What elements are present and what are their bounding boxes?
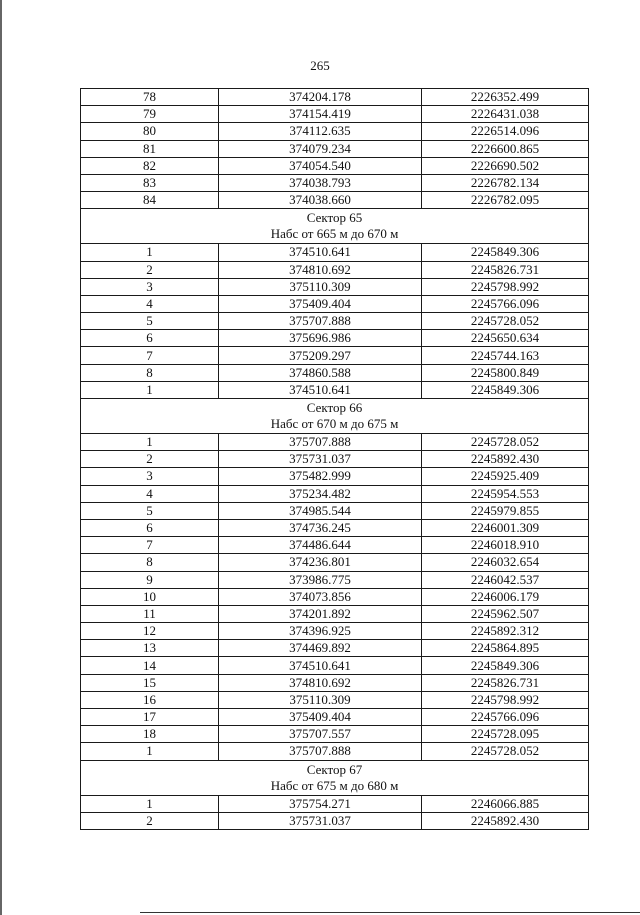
point-number-cell: 81 — [81, 140, 219, 157]
table-row — [81, 554, 589, 571]
x-coordinate-cell: 374073.856 — [219, 588, 422, 605]
table-row — [81, 726, 589, 743]
table-row — [81, 106, 589, 123]
y-coordinate-cell: 2245979.855 — [422, 502, 589, 519]
table-row — [81, 502, 589, 519]
x-coordinate-cell: 375707.888 — [219, 313, 422, 330]
table-row — [81, 588, 589, 605]
y-coordinate-cell: 2226600.865 — [422, 140, 589, 157]
x-coordinate-cell: 374038.793 — [219, 174, 422, 191]
x-coordinate-cell: 375707.888 — [219, 434, 422, 451]
coordinates-table — [80, 88, 589, 830]
x-coordinate-cell: 374510.641 — [219, 381, 422, 398]
x-coordinate-cell: 374079.234 — [219, 140, 422, 157]
scan-edge — [0, 0, 2, 915]
point-number-cell: 5 — [81, 502, 219, 519]
y-coordinate-cell: 2245954.553 — [422, 485, 589, 502]
y-coordinate-cell: 2226352.499 — [422, 89, 589, 106]
point-number-cell: 5 — [81, 313, 219, 330]
point-number-cell: 83 — [81, 174, 219, 191]
x-coordinate-cell: 375482.999 — [219, 468, 422, 485]
sector-header — [81, 399, 589, 434]
y-coordinate-cell: 2245650.634 — [422, 330, 589, 347]
x-coordinate-cell: 375209.297 — [219, 347, 422, 364]
point-number-cell: 12 — [81, 623, 219, 640]
y-coordinate-cell: 2245962.507 — [422, 605, 589, 622]
table-row — [81, 157, 589, 174]
y-coordinate-cell: 2246006.179 — [422, 588, 589, 605]
x-coordinate-cell: 374510.641 — [219, 244, 422, 261]
table-row — [81, 364, 589, 381]
x-coordinate-cell: 375731.037 — [219, 451, 422, 468]
point-number-cell: 2 — [81, 451, 219, 468]
y-coordinate-cell: 2245728.095 — [422, 726, 589, 743]
y-coordinate-cell: 2245849.306 — [422, 381, 589, 398]
table-row — [81, 347, 589, 364]
table-row — [81, 657, 589, 674]
table-row — [81, 623, 589, 640]
scan-bottom-edge — [140, 912, 640, 913]
table-row — [81, 244, 589, 261]
sector-height-range: Набс от 665 м до 670 м — [270, 226, 399, 242]
x-coordinate-cell: 374810.692 — [219, 261, 422, 278]
y-coordinate-cell: 2245892.430 — [422, 812, 589, 829]
sector-header-row — [81, 399, 589, 434]
x-coordinate-cell: 374038.660 — [219, 192, 422, 209]
x-coordinate-cell: 374054.540 — [219, 157, 422, 174]
point-number-cell: 84 — [81, 192, 219, 209]
x-coordinate-cell: 375409.404 — [219, 709, 422, 726]
table-row — [81, 123, 589, 140]
table-row — [81, 451, 589, 468]
x-coordinate-cell: 375234.482 — [219, 485, 422, 502]
sector-height-range: Набс от 675 м до 680 м — [270, 777, 399, 793]
x-coordinate-cell: 374860.588 — [219, 364, 422, 381]
x-coordinate-cell: 374236.801 — [219, 554, 422, 571]
x-coordinate-cell: 375696.986 — [219, 330, 422, 347]
table-row — [81, 691, 589, 708]
x-coordinate-cell: 374154.419 — [219, 106, 422, 123]
y-coordinate-cell: 2245864.895 — [422, 640, 589, 657]
coordinates-table-body — [81, 89, 589, 830]
point-number-cell: 1 — [81, 795, 219, 812]
point-number-cell: 8 — [81, 364, 219, 381]
sector-title: Сектор 65 — [306, 210, 363, 226]
y-coordinate-cell: 2245766.096 — [422, 295, 589, 312]
point-number-cell: 4 — [81, 485, 219, 502]
point-number-cell: 7 — [81, 347, 219, 364]
point-number-cell: 2 — [81, 261, 219, 278]
point-number-cell: 16 — [81, 691, 219, 708]
point-number-cell: 8 — [81, 554, 219, 571]
point-number-cell: 6 — [81, 519, 219, 536]
y-coordinate-cell: 2246018.910 — [422, 537, 589, 554]
point-number-cell: 2 — [81, 812, 219, 829]
point-number-cell: 1 — [81, 743, 219, 760]
point-number-cell: 3 — [81, 468, 219, 485]
table-row — [81, 812, 589, 829]
table-row — [81, 381, 589, 398]
table-row — [81, 795, 589, 812]
point-number-cell: 11 — [81, 605, 219, 622]
point-number-cell: 17 — [81, 709, 219, 726]
x-coordinate-cell: 374112.635 — [219, 123, 422, 140]
x-coordinate-cell: 375754.271 — [219, 795, 422, 812]
x-coordinate-cell: 375110.309 — [219, 278, 422, 295]
y-coordinate-cell: 2246001.309 — [422, 519, 589, 536]
point-number-cell: 4 — [81, 295, 219, 312]
y-coordinate-cell: 2245744.163 — [422, 347, 589, 364]
point-number-cell: 14 — [81, 657, 219, 674]
table-row — [81, 140, 589, 157]
table-row — [81, 743, 589, 760]
y-coordinate-cell: 2226690.502 — [422, 157, 589, 174]
x-coordinate-cell: 374510.641 — [219, 657, 422, 674]
table-row — [81, 605, 589, 622]
point-number-cell: 79 — [81, 106, 219, 123]
table-row — [81, 192, 589, 209]
y-coordinate-cell: 2226431.038 — [422, 106, 589, 123]
sector-header — [81, 209, 589, 244]
table-row — [81, 468, 589, 485]
y-coordinate-cell: 2245800.849 — [422, 364, 589, 381]
point-number-cell: 18 — [81, 726, 219, 743]
x-coordinate-cell: 375707.888 — [219, 743, 422, 760]
y-coordinate-cell: 2245728.052 — [422, 313, 589, 330]
point-number-cell: 78 — [81, 89, 219, 106]
x-coordinate-cell: 374736.245 — [219, 519, 422, 536]
sector-height-range: Набс от 670 м до 675 м — [270, 416, 399, 431]
y-coordinate-cell: 2245925.409 — [422, 468, 589, 485]
y-coordinate-cell: 2245826.731 — [422, 261, 589, 278]
y-coordinate-cell: 2245728.052 — [422, 434, 589, 451]
point-number-cell: 3 — [81, 278, 219, 295]
point-number-cell: 80 — [81, 123, 219, 140]
x-coordinate-cell: 374201.892 — [219, 605, 422, 622]
table-row — [81, 571, 589, 588]
x-coordinate-cell: 375707.557 — [219, 726, 422, 743]
x-coordinate-cell: 374396.925 — [219, 623, 422, 640]
y-coordinate-cell: 2246032.654 — [422, 554, 589, 571]
y-coordinate-cell: 2245728.052 — [422, 743, 589, 760]
y-coordinate-cell: 2245892.312 — [422, 623, 589, 640]
y-coordinate-cell: 2246066.885 — [422, 795, 589, 812]
y-coordinate-cell: 2246042.537 — [422, 571, 589, 588]
table-row — [81, 485, 589, 502]
x-coordinate-cell: 374486.644 — [219, 537, 422, 554]
y-coordinate-cell: 2245849.306 — [422, 657, 589, 674]
point-number-cell: 82 — [81, 157, 219, 174]
sector-header — [81, 760, 589, 795]
y-coordinate-cell: 2245798.992 — [422, 691, 589, 708]
table-row — [81, 261, 589, 278]
table-row — [81, 174, 589, 191]
y-coordinate-cell: 2245798.992 — [422, 278, 589, 295]
x-coordinate-cell: 374204.178 — [219, 89, 422, 106]
point-number-cell: 15 — [81, 674, 219, 691]
y-coordinate-cell: 2245892.430 — [422, 451, 589, 468]
x-coordinate-cell: 375110.309 — [219, 691, 422, 708]
table-row — [81, 278, 589, 295]
point-number-cell: 1 — [81, 381, 219, 398]
y-coordinate-cell: 2245766.096 — [422, 709, 589, 726]
y-coordinate-cell: 2226782.095 — [422, 192, 589, 209]
x-coordinate-cell: 375731.037 — [219, 812, 422, 829]
y-coordinate-cell: 2226782.134 — [422, 174, 589, 191]
x-coordinate-cell: 375409.404 — [219, 295, 422, 312]
page-number: 265 — [310, 58, 330, 73]
table-row — [81, 434, 589, 451]
table-row — [81, 640, 589, 657]
x-coordinate-cell: 374469.892 — [219, 640, 422, 657]
table-row — [81, 537, 589, 554]
table-row — [81, 313, 589, 330]
table-row — [81, 330, 589, 347]
point-number-cell: 10 — [81, 588, 219, 605]
x-coordinate-cell: 374810.692 — [219, 674, 422, 691]
point-number-cell: 7 — [81, 537, 219, 554]
table-row — [81, 709, 589, 726]
table-row — [81, 89, 589, 106]
sector-header-row — [81, 760, 589, 795]
table-row — [81, 295, 589, 312]
table-row — [81, 674, 589, 691]
y-coordinate-cell: 2245849.306 — [422, 244, 589, 261]
y-coordinate-cell: 2226514.096 — [422, 123, 589, 140]
point-number-cell: 1 — [81, 434, 219, 451]
table-row — [81, 519, 589, 536]
point-number-cell: 6 — [81, 330, 219, 347]
sector-title: Сектор 67 — [306, 761, 363, 777]
point-number-cell: 9 — [81, 571, 219, 588]
sector-title: Сектор 66 — [306, 400, 363, 415]
x-coordinate-cell: 373986.775 — [219, 571, 422, 588]
point-number-cell: 1 — [81, 244, 219, 261]
y-coordinate-cell: 2245826.731 — [422, 674, 589, 691]
sector-header-row — [81, 209, 589, 244]
x-coordinate-cell: 374985.544 — [219, 502, 422, 519]
point-number-cell: 13 — [81, 640, 219, 657]
